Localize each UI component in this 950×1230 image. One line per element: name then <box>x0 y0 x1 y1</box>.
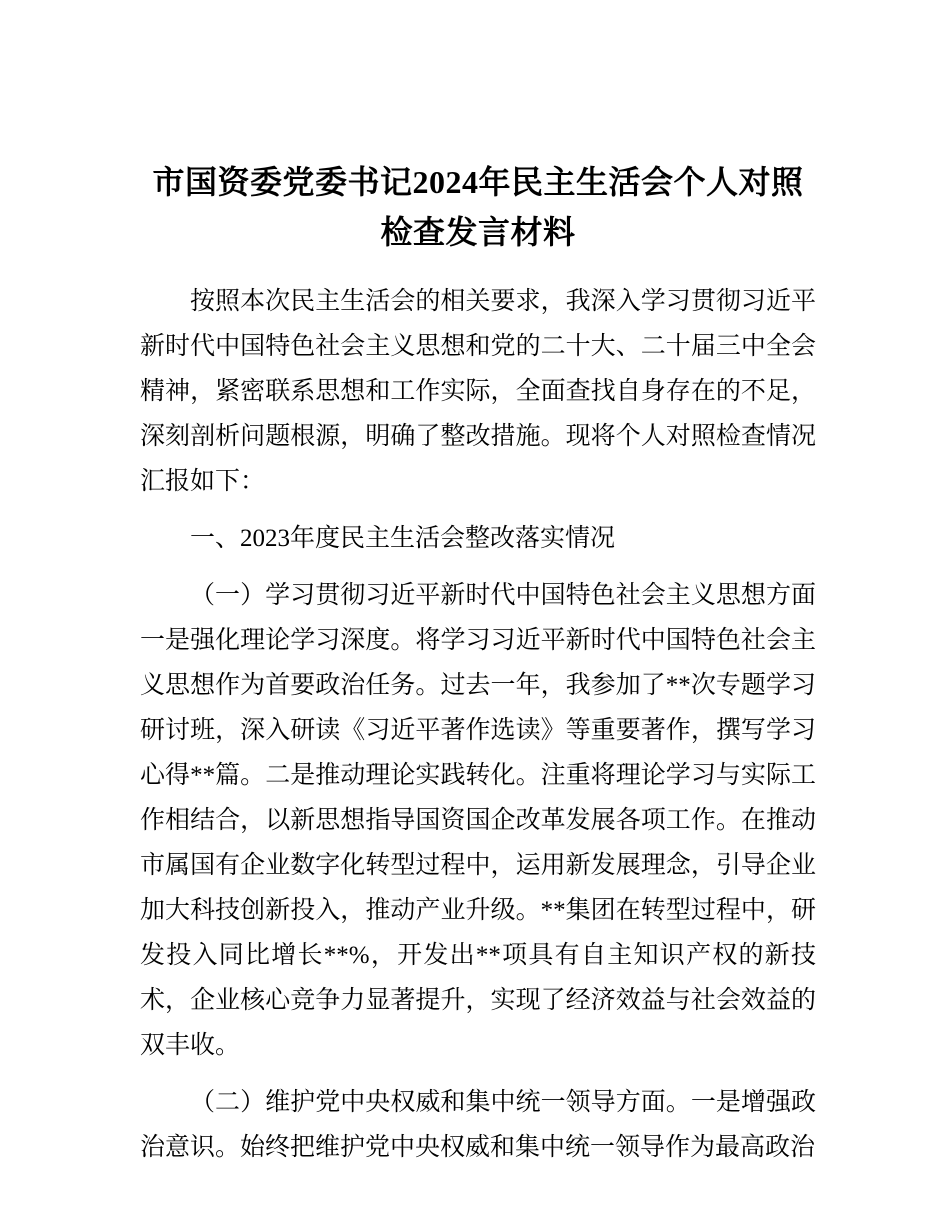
paragraph-section-1-item-1: （一）学习贯彻习近平新时代中国特色社会主义思想方面一是强化理论学习深度。将学习习近平新时代中国特色社会主义思想作为首要政治任务。过去一年，我参加了**次专题学习研讨班，深入研读《习近平著作选读》等重要著作，撰写学习心得**篇。二是推动理论实践转化。注重将理论学习与实际工作相结合，以新思想指导国资国企改革发展各项工作。在推动市属国有企业数字化转型过程中，运用新发展理念，引导企业加大科技创新投入，推动产业升级。**集团在转型过程中，研发投入同比增长**%，开发出**项具有自主知识产权的新技术，企业核心竞争力显著提升，实现了经济效益与社会效益的双丰收。 <box>140 582 816 1060</box>
section-heading-1: 一、2023年度民主生活会整改落实情况 <box>190 525 616 553</box>
paragraph-section-1-item-2: （二）维护党中央权威和集中统一领导方面。一是增强政治意识。始终把维护党中央权威和集中统一领导作为最高政治 <box>140 1089 816 1162</box>
paragraph-intro: 按照本次民主生活会的相关要求，我深入学习贯彻习近平新时代中国特色社会主义思想和党的二十大、二十届三中全会精神，紧密联系思想和工作实际，全面查找自身存在的不足，深刻剖析问题根源，明确了整改措施。现将个人对照检查情况汇报如下： <box>140 288 816 496</box>
document-title: 市国资委党委书记2024年民主生活会个人对照检查发言材料 <box>152 164 804 250</box>
